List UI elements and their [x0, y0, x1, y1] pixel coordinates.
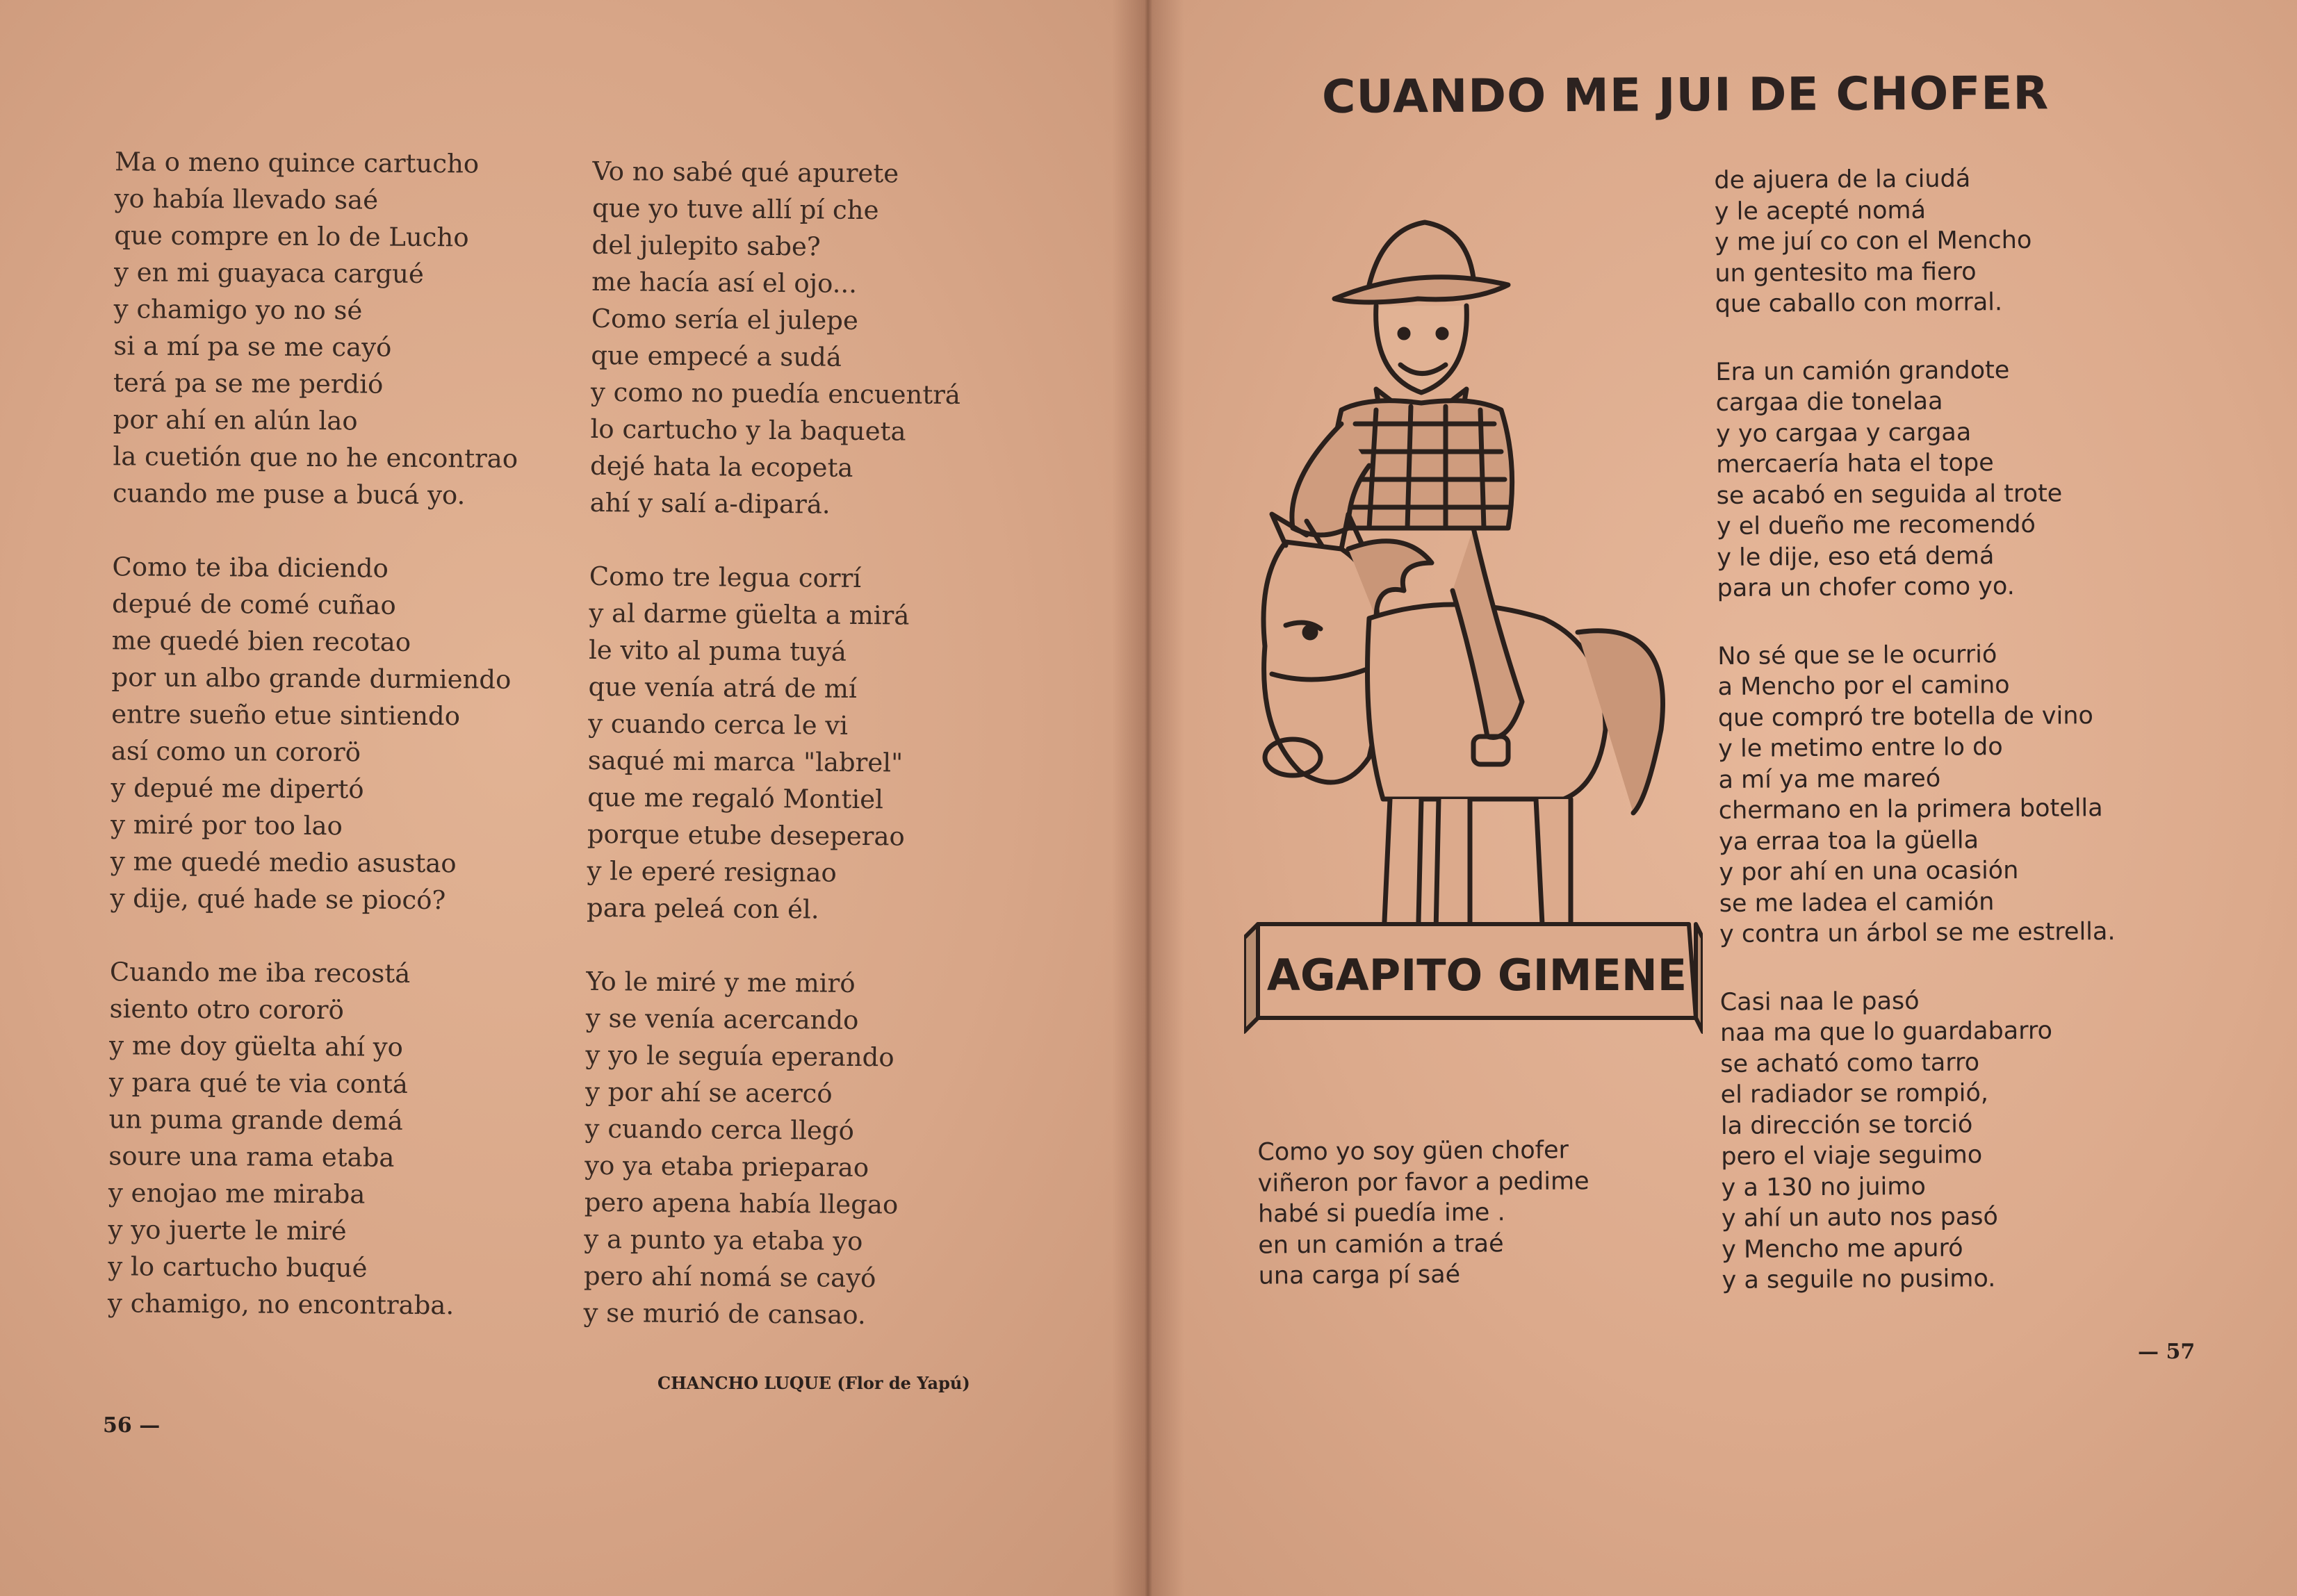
- verse-line: y yo juerte le miré: [108, 1215, 347, 1247]
- right-page-column-1: [1257, 1135, 1589, 1292]
- verse-line: y al darme güelta a mirá: [589, 598, 910, 631]
- verse-line: y depué me dipertó: [111, 773, 364, 805]
- verse-line: así como un cororö: [111, 736, 361, 768]
- verse-line: y yo cargaa y cargaa: [1715, 418, 1972, 448]
- verse-line: soure una rama etaba: [108, 1141, 395, 1173]
- verse-line: y enojao me miraba: [108, 1178, 366, 1210]
- verse-line: y para qué te via contá: [108, 1067, 408, 1099]
- verse-line: ahí y salí a-dipará.: [589, 487, 831, 520]
- verse-line: cuando me puse a bucá yo.: [112, 478, 466, 511]
- poem-credit: CHANCHO LUQUE (Flor de Yapú): [657, 1373, 970, 1393]
- verse-line: Como sería el julepe: [591, 303, 858, 336]
- left-page-column-1: [108, 143, 520, 1324]
- verse-line: y me doy güelta ahí yo: [109, 1030, 404, 1062]
- verse-line: a Mencho por el camino: [1717, 671, 2010, 701]
- stanza-gap: [1719, 948, 2116, 987]
- stanza-gap: [1715, 318, 2111, 357]
- verse-line: Yo le miré y me miró: [586, 966, 856, 998]
- verse-line: y a 130 no juimo: [1721, 1172, 1926, 1202]
- stanza-gap: [1717, 602, 2114, 641]
- verse-line: y a seguile no pusimo.: [1722, 1265, 1996, 1294]
- page-number-left: 56 —: [103, 1413, 161, 1438]
- verse-line: y lo cartucho buqué: [108, 1251, 368, 1283]
- verse-line: se acabó en seguida al trote: [1716, 479, 2063, 510]
- verse-line: pero apena había llegao: [584, 1187, 899, 1220]
- poem-title: CUANDO ME JUI DE CHOFER: [1321, 66, 2050, 124]
- verse-line: y por ahí se acercó: [585, 1076, 833, 1109]
- verse-line: Vo no sabé qué apurete: [592, 156, 899, 189]
- verse-line: y le metimo entre lo do: [1718, 733, 2003, 763]
- verse-line: que compró tre botella de vino: [1717, 701, 2094, 732]
- verse-line: entre sueño etue sintiendo: [111, 699, 461, 732]
- book-gutter: [1112, 0, 1184, 1596]
- stanza-gap: [589, 521, 959, 561]
- verse-line: que yo tuve allí pí che: [591, 192, 879, 226]
- verse-line: me quedé bien recotao: [111, 625, 411, 657]
- verse-line: viñeron por favor a pedime: [1257, 1167, 1589, 1198]
- verse-line: y chamigo yo no sé: [113, 294, 363, 326]
- verse-line: que me regaló Montiel: [587, 782, 884, 815]
- right-page-column-2: [1714, 163, 2118, 1296]
- verse-line: a mí ya me mareó: [1718, 764, 1941, 794]
- verse-line: Ma o meno quince cartucho: [114, 147, 480, 179]
- illustration-banner-text: AGAPITO GIMENE: [1266, 950, 1687, 1001]
- verse-line: y chamigo, no encontraba.: [107, 1288, 455, 1321]
- verse-line: terá pa se me perdió: [113, 368, 384, 400]
- verse-line: y como no puedía encuentrá: [590, 377, 961, 411]
- verse-line: de ajuera de la ciudá: [1714, 165, 1971, 195]
- verse-line: dejé hata la ecopeta: [589, 450, 853, 483]
- verse-line: un puma grande demá: [108, 1104, 403, 1136]
- verse-line: si a mí pa se me cayó: [113, 331, 392, 363]
- verse-line: y se venía acercando: [585, 1003, 859, 1035]
- verse-line: y cuando cerca llegó: [585, 1113, 854, 1146]
- stanza-gap: [587, 926, 956, 966]
- verse-line: pero ahí nomá se cayó: [583, 1260, 876, 1294]
- verse-line: que caballo con morral.: [1715, 288, 2003, 319]
- verse-line: habé si puedía ime .: [1257, 1199, 1505, 1228]
- verse-line: y le acepté nomá: [1714, 196, 1927, 226]
- verse-line: y dije, qué hade se piocó?: [110, 883, 446, 916]
- verse-line: siento otro cororö: [109, 994, 344, 1026]
- verse-line: un gentesito ma fiero: [1715, 257, 1977, 288]
- verse-line: le vito al puma tuyá: [588, 634, 847, 667]
- verse-line: yo había llevado saé: [114, 183, 379, 215]
- verse-line: para peleá con él.: [586, 892, 819, 925]
- stanza-gap: [110, 916, 515, 956]
- verse-line: se me ladea el camión: [1719, 887, 1995, 918]
- verse-line: la cuetión que no he encontrao: [113, 441, 518, 474]
- verse-line: mercaería hata el tope: [1716, 449, 1994, 479]
- verse-line: por un albo grande durmiendo: [111, 662, 512, 695]
- verse-line: yo ya etaba prieparao: [585, 1150, 869, 1183]
- verse-line: para un chofer como yo.: [1717, 573, 2015, 602]
- left-page-column-2: [583, 153, 962, 1334]
- verse-line: que venía atrá de mí: [588, 671, 857, 704]
- verse-line: Como yo soy güen chofer: [1257, 1136, 1569, 1167]
- gaucho-on-horse-illustration: [1244, 201, 1703, 1035]
- verse-line: No sé que se le ocurrió: [1717, 640, 1997, 671]
- verse-line: y cuando cerca le vi: [588, 708, 849, 741]
- verse-line: por ahí en alún lao: [113, 404, 358, 436]
- verse-line: y me juí co con el Mencho: [1714, 226, 2032, 257]
- verse-line: se acható como tarro: [1720, 1048, 1980, 1078]
- verse-line: chermano en la primera botella: [1718, 794, 2103, 825]
- verse-line: y miré por too lao: [111, 809, 343, 841]
- verse-line: en un camión a traé: [1258, 1229, 1504, 1260]
- verse-line: Casi naa le pasó: [1719, 987, 1920, 1017]
- verse-line: y Mencho me apuró: [1722, 1234, 1963, 1264]
- verse-line: y por ahí en una ocasión: [1719, 856, 2019, 887]
- verse-line: y le dije, eso etá demá: [1717, 541, 1995, 572]
- verse-line: Como te iba diciendo: [112, 552, 389, 584]
- verse-line: que empecé a sudá: [591, 340, 842, 372]
- verse-line: pero el viaje seguimo: [1721, 1141, 1983, 1171]
- verse-line: Era un camión grandote: [1715, 356, 2010, 386]
- verse-line: me hacía así el ojo...: [591, 266, 858, 299]
- verse-line: cargaa die tonelaa: [1715, 387, 1943, 417]
- verse-line: una carga pí saé: [1258, 1260, 1461, 1290]
- verse-line: y me quedé medio asustao: [110, 846, 457, 879]
- verse-line: ya erraa toa la güella: [1718, 825, 1979, 856]
- page-number-right: — 57: [2138, 1340, 2196, 1364]
- verse-line: porque etube deseperao: [587, 818, 905, 852]
- verse-line: Como tre legua corrí: [589, 561, 862, 593]
- verse-line: y yo le seguía eperando: [585, 1039, 894, 1073]
- verse-line: y se murió de cansao.: [583, 1297, 866, 1331]
- verse-line: depué de comé cuñao: [112, 589, 396, 620]
- verse-line: lo cartucho y la baqueta: [590, 413, 906, 447]
- verse-line: naa ma que lo guardabarro: [1719, 1017, 2053, 1047]
- verse-line: y le eperé resignao: [587, 855, 837, 888]
- verse-line: la dirección se torció: [1720, 1110, 1973, 1140]
- verse-line: y a punto ya etaba yo: [584, 1224, 863, 1257]
- verse-line: y en mi guayaca cargué: [113, 257, 424, 289]
- verse-line: Cuando me iba recostá: [109, 957, 411, 989]
- verse-line: y contra un árbol se me estrella.: [1719, 918, 2116, 948]
- verse-line: del julepito sabe?: [591, 229, 821, 262]
- verse-line: y ahí un auto nos pasó: [1721, 1203, 1999, 1233]
- verse-line: que compre en lo de Lucho: [114, 220, 469, 253]
- verse-line: y el dueño me recomendó: [1716, 510, 2036, 541]
- stanza-gap: [113, 511, 518, 551]
- verse-line: el radiador se rompió,: [1720, 1079, 1989, 1109]
- verse-line: saqué mi marca "labrel": [587, 745, 904, 778]
